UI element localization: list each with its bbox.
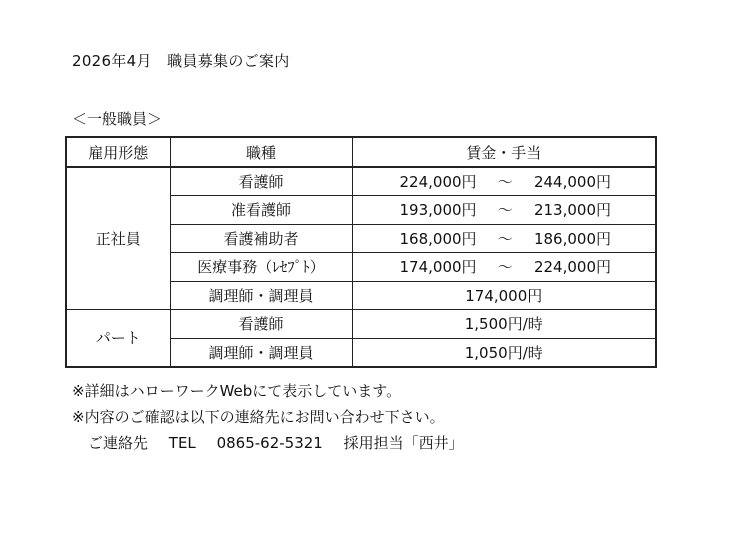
employment-type-cell: 正社員: [66, 167, 170, 310]
section-label: ＜一般職員＞: [72, 110, 163, 128]
tel-label: TEL: [168, 434, 196, 452]
wage-min: 174,000円: [399, 258, 477, 277]
job-cell: 看護師: [170, 310, 352, 339]
tel-number: 0865-62-5321: [216, 434, 323, 452]
range-separator: ～: [497, 229, 513, 248]
note-detail: ※詳細はハローワークWebにて表示しています。: [72, 382, 402, 400]
wage-min: 193,000円: [399, 201, 477, 220]
notes-block: [72, 378, 480, 456]
wage-max: 224,000円: [533, 258, 611, 277]
wage-cell: 1,500円/時: [352, 310, 656, 339]
wage-max: 244,000円: [533, 173, 611, 191]
contact-line: [72, 430, 480, 456]
wage-cell: [352, 167, 656, 196]
wage-cell: [352, 196, 656, 225]
header-wage: 賃金・手当: [352, 137, 656, 167]
recruitment-table: [65, 136, 657, 368]
wage-min: 168,000円: [399, 229, 477, 248]
employment-type-cell: パート: [66, 310, 170, 367]
wage-cell: 174,000円: [352, 281, 656, 310]
contact-person: 採用担当「西井」: [343, 434, 464, 452]
wage-max: 186,000円: [533, 229, 611, 248]
header-job-type: 職種: [170, 137, 352, 167]
note-inquiry: ※内容のご確認は以下の連絡先にお問い合わせ下さい。: [72, 408, 445, 426]
wage-max: 213,000円: [533, 201, 611, 220]
range-separator: ～: [497, 201, 513, 220]
page-title: 2026年4月 職員募集のご案内: [72, 52, 290, 70]
table-row: [66, 167, 656, 196]
job-cell: 調理師・調理員: [170, 338, 352, 367]
header-employment-type: 雇用形態: [66, 137, 170, 167]
wage-cell: [352, 253, 656, 282]
wage-cell: [352, 224, 656, 253]
job-cell: 医療事務（ﾚｾﾌﾟﾄ）: [170, 253, 352, 282]
job-cell: 看護師: [170, 167, 352, 196]
job-cell: 准看護師: [170, 196, 352, 225]
table-row: [66, 310, 656, 339]
job-cell: 調理師・調理員: [170, 281, 352, 310]
job-cell: 看護補助者: [170, 224, 352, 253]
range-separator: ～: [497, 258, 513, 277]
wage-cell: 1,050円/時: [352, 338, 656, 367]
table-header-row: [66, 137, 656, 167]
range-separator: ～: [497, 173, 513, 191]
wage-min: 224,000円: [399, 173, 477, 191]
contact-label: ご連絡先: [88, 434, 149, 452]
